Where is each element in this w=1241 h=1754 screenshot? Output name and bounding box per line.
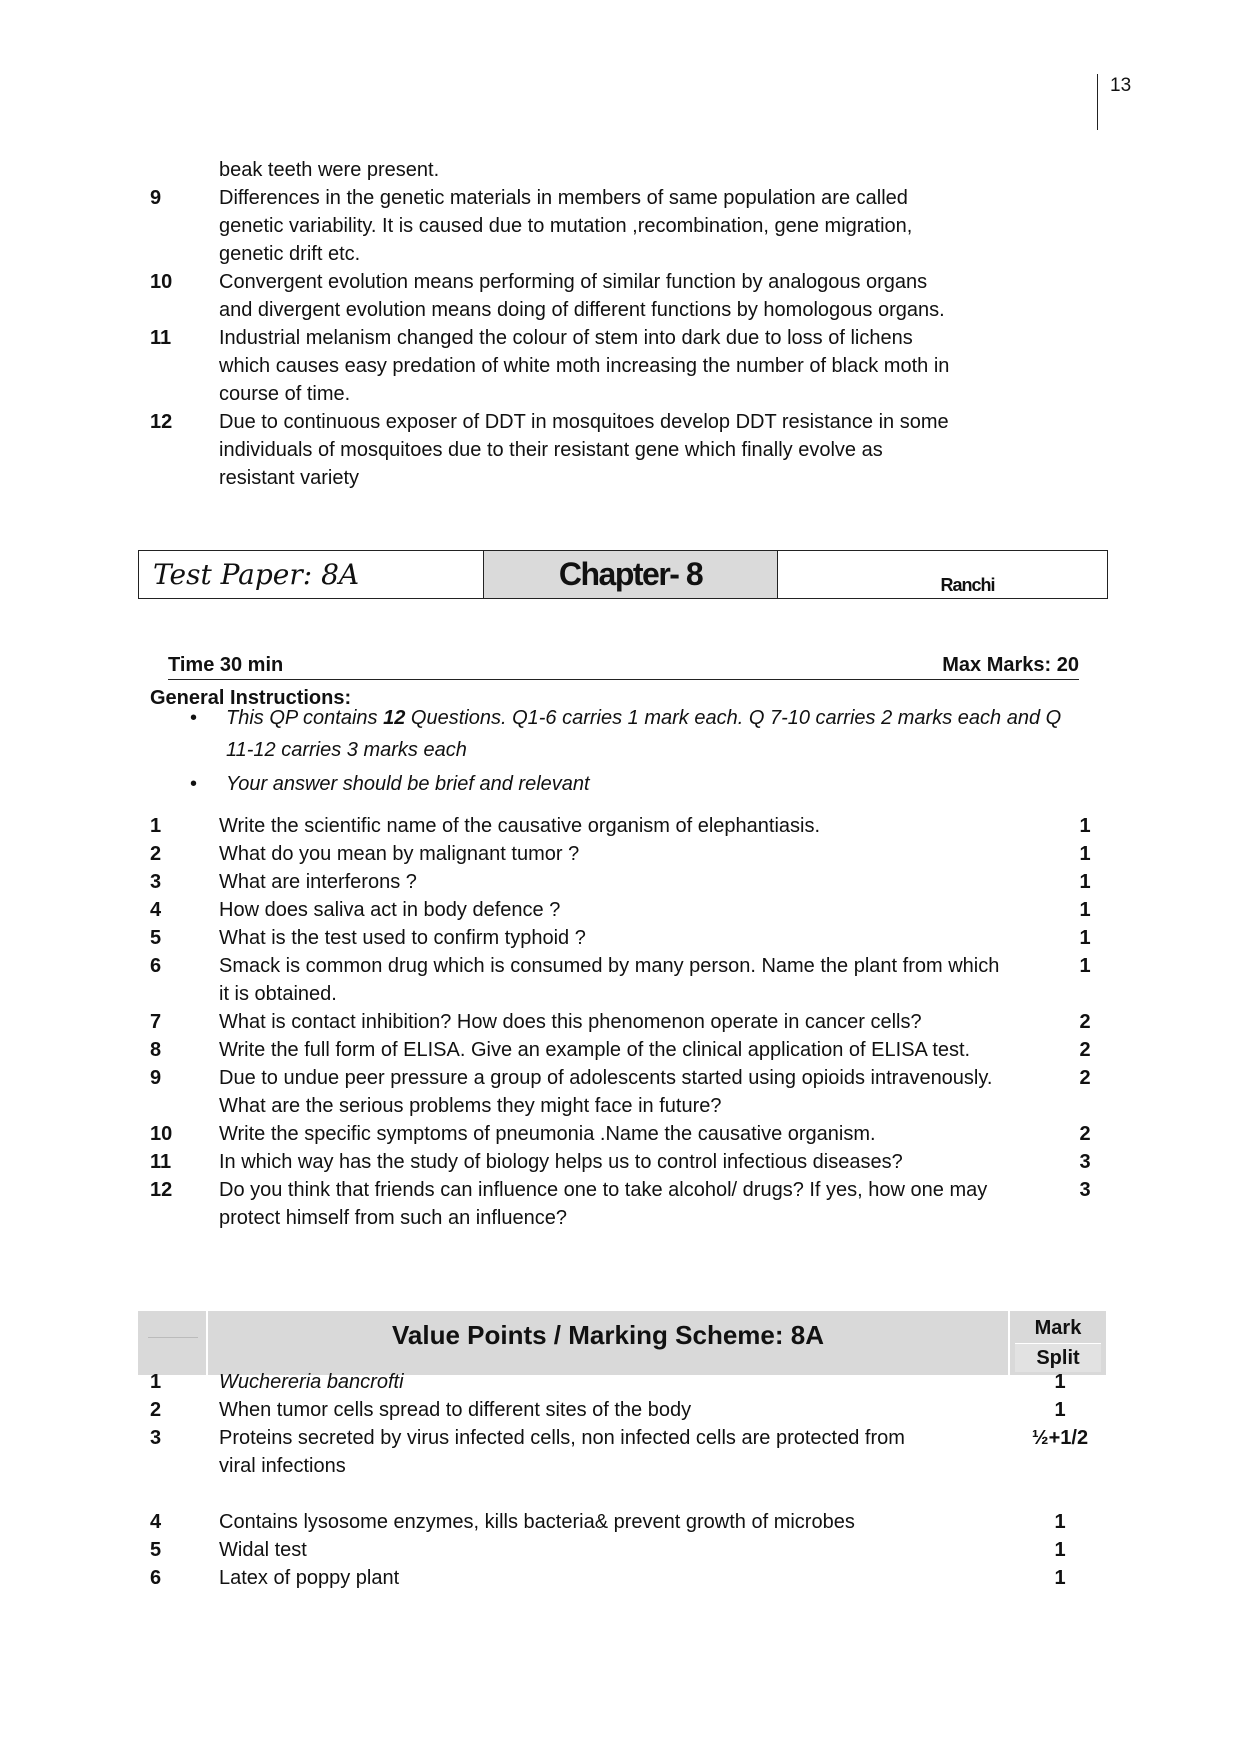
previous-answer-text: and divergent evolution means doing of different functions by homologous organs.	[219, 299, 945, 321]
question-text: Write the specific symptoms of pneumonia .Name the causative organism.	[219, 1123, 876, 1145]
answer-number: 4	[150, 1511, 162, 1533]
question-text: What are interferons ?	[219, 871, 417, 893]
time-marks-bar	[168, 652, 1079, 680]
question-number: 7	[150, 1011, 162, 1033]
previous-answer-text: resistant variety	[219, 467, 360, 489]
marking-scheme-title: Value Points / Marking Scheme: 8A	[391, 1320, 825, 1350]
question-text: What are the serious problems they might face in future?	[219, 1095, 722, 1117]
chapter-label: Chapter- 8	[484, 551, 778, 598]
question-number: 2	[150, 843, 162, 865]
answer-marks: ½+1/2	[1031, 1427, 1089, 1449]
header-divider	[148, 1337, 198, 1338]
question-marks: 1	[1079, 899, 1091, 921]
previous-answer-number: 12	[150, 411, 173, 433]
answer-marks: 1	[1054, 1511, 1066, 1533]
question-marks: 2	[1079, 1067, 1091, 1089]
instruction-1-count: 12	[383, 707, 406, 729]
question-number: 5	[150, 927, 162, 949]
question-number: 12	[150, 1179, 173, 1201]
question-text: Write the scientific name of the causative organism of elephantiasis.	[219, 815, 821, 837]
bullet-icon: •	[190, 707, 198, 729]
previous-answer-text: Differences in the genetic materials in members of same population are called	[219, 187, 908, 209]
previous-answer-text: Due to continuous exposer of DDT in mosquitoes develop DDT resistance in some	[219, 411, 949, 433]
answer-text: Wuchereria bancrofti	[219, 1371, 404, 1393]
previous-answer-text: genetic variability. It is caused due to mutation ,recombination, gene migration,	[219, 215, 913, 237]
question-marks: 2	[1079, 1039, 1091, 1061]
question-text: Write the full form of ELISA. Give an example of the clinical application of ELISA test.	[219, 1039, 971, 1061]
question-marks: 2	[1079, 1123, 1091, 1145]
general-instructions-heading: General Instructions:	[150, 687, 352, 709]
question-number: 3	[150, 871, 162, 893]
mark-split-label	[1010, 1311, 1106, 1372]
test-paper-header	[138, 550, 1108, 599]
time-label: Time 30 min	[168, 654, 284, 676]
answer-text: Widal test	[219, 1539, 307, 1561]
question-marks: 2	[1079, 1011, 1091, 1033]
mark-label: Mark	[1034, 1317, 1082, 1339]
answer-text: Contains lysosome enzymes, kills bacteria& prevent growth of microbes	[219, 1511, 855, 1533]
instruction-1	[226, 702, 1106, 734]
region-label: Ranchi	[940, 575, 995, 595]
answer-marks: 1	[1054, 1567, 1066, 1589]
answer-text: Latex of poppy plant	[219, 1567, 400, 1589]
previous-answer-text: beak teeth were present.	[219, 159, 440, 181]
question-text: In which way has the study of biology helps us to control infectious diseases?	[219, 1151, 903, 1173]
question-number: 6	[150, 955, 162, 977]
answer-number: 3	[150, 1427, 162, 1449]
previous-answer-number: 9	[150, 187, 162, 209]
previous-answer-text: course of time.	[219, 383, 351, 405]
test-paper-label: Test Paper: 8A	[139, 551, 484, 598]
question-number: 1	[150, 815, 162, 837]
question-number: 9	[150, 1067, 162, 1089]
question-marks: 1	[1079, 815, 1091, 837]
answer-marks: 1	[1054, 1371, 1066, 1393]
previous-answer-text: individuals of mosquitoes due to their resistant gene which finally evolve as	[219, 439, 883, 461]
answer-text: When tumor cells spread to different sites of the body	[219, 1399, 692, 1421]
max-marks-label: Max Marks: 20	[942, 654, 1079, 676]
instruction-1-cont: 11-12 carries 3 marks each	[226, 739, 467, 761]
question-marks: 1	[1079, 871, 1091, 893]
previous-answer-text: Convergent evolution means performing of similar function by analogous organs	[219, 271, 928, 293]
split-label: Split	[1015, 1343, 1101, 1372]
instruction-1-post: Questions. Q1-6 carries 1 mark each. Q 7-10 carries 2 marks each and Q	[405, 707, 1062, 729]
marking-scheme-header	[138, 1311, 1106, 1375]
previous-answer-text: genetic drift etc.	[219, 243, 361, 265]
question-marks: 3	[1079, 1179, 1091, 1201]
question-number: 11	[150, 1151, 172, 1173]
previous-answer-text: which causes easy predation of white moth increasing the number of black moth in	[219, 355, 950, 377]
previous-answer-number: 10	[150, 271, 173, 293]
answer-number: 2	[150, 1399, 162, 1421]
question-number: 10	[150, 1123, 173, 1145]
answer-marks: 1	[1054, 1399, 1066, 1421]
question-number: 4	[150, 899, 162, 921]
question-marks: 1	[1079, 955, 1091, 977]
instruction-2: Your answer should be brief and relevant	[226, 773, 590, 795]
previous-answer-number: 11	[150, 327, 172, 349]
answer-number: 1	[150, 1371, 162, 1393]
question-text: protect himself from such an influence?	[219, 1207, 567, 1229]
question-text: Due to undue peer pressure a group of adolescents started using opioids intravenously.	[219, 1067, 993, 1089]
question-marks: 3	[1079, 1151, 1091, 1173]
answer-text: Proteins secreted by virus infected cells, non infected cells are protected from	[219, 1427, 905, 1449]
question-text: What do you mean by malignant tumor ?	[219, 843, 580, 865]
page-number: 13	[1097, 74, 1150, 130]
answer-marks: 1	[1054, 1539, 1066, 1561]
previous-answer-text: Industrial melanism changed the colour of stem into dark due to loss of lichens	[219, 327, 913, 349]
question-text: Do you think that friends can influence one to take alcohol/ drugs? If yes, how one may	[219, 1179, 988, 1201]
question-text: How does saliva act in body defence ?	[219, 899, 561, 921]
answer-text: viral infections	[219, 1455, 346, 1477]
instruction-1-pre: This QP contains	[226, 707, 384, 729]
question-text: What is contact inhibition? How does this phenomenon operate in cancer cells?	[219, 1011, 922, 1033]
answer-number: 5	[150, 1539, 162, 1561]
question-marks: 1	[1079, 843, 1091, 865]
question-marks: 1	[1079, 927, 1091, 949]
question-number: 8	[150, 1039, 162, 1061]
question-text: Smack is common drug which is consumed by many person. Name the plant from which	[219, 955, 1000, 977]
question-text: What is the test used to confirm typhoid ?	[219, 927, 586, 949]
bullet-icon: •	[190, 773, 198, 795]
answer-number: 6	[150, 1567, 162, 1589]
question-text: it is obtained.	[219, 983, 337, 1005]
